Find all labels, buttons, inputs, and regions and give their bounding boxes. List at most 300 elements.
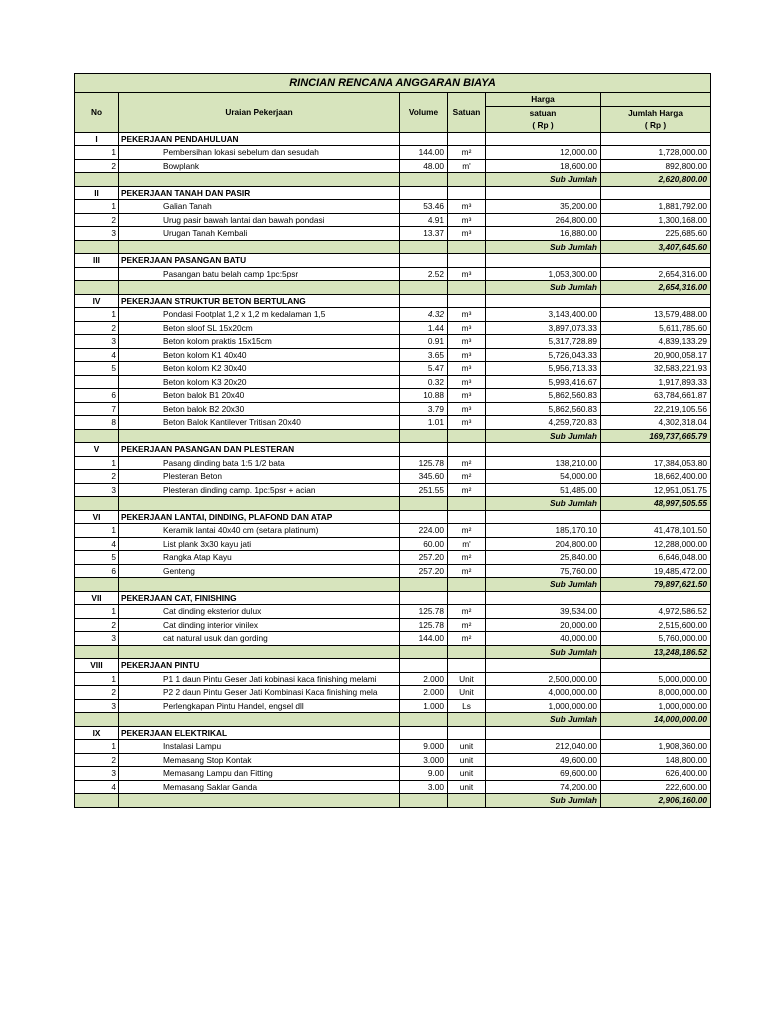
item-unit: m³ bbox=[448, 227, 486, 241]
header-no: No bbox=[75, 93, 119, 133]
item-number bbox=[75, 267, 119, 281]
item-volume: 5.47 bbox=[400, 362, 448, 376]
item-total: 4,839,133.29 bbox=[601, 335, 711, 349]
section-number: I bbox=[75, 132, 119, 146]
subtotal-row bbox=[75, 240, 711, 254]
item-volume: 0.91 bbox=[400, 335, 448, 349]
table-row bbox=[75, 672, 711, 686]
table-row bbox=[75, 321, 711, 335]
item-volume: 1.44 bbox=[400, 321, 448, 335]
table-row bbox=[75, 362, 711, 376]
item-description: Genteng bbox=[119, 564, 400, 578]
section-row bbox=[75, 254, 711, 268]
item-unit: m' bbox=[448, 159, 486, 173]
item-total: 892,800.00 bbox=[601, 159, 711, 173]
table-row bbox=[75, 699, 711, 713]
empty-cell bbox=[486, 443, 601, 457]
empty-cell bbox=[486, 254, 601, 268]
subtotal-label: Sub Jumlah bbox=[486, 645, 601, 659]
item-number: 1 bbox=[75, 605, 119, 619]
section-row bbox=[75, 132, 711, 146]
subtotal-label: Sub Jumlah bbox=[486, 578, 601, 592]
section-title: PEKERJAAN PASANGAN BATU bbox=[119, 254, 400, 268]
item-unit: m³ bbox=[448, 375, 486, 389]
item-total: 17,384,053.80 bbox=[601, 456, 711, 470]
item-unit: m² bbox=[448, 564, 486, 578]
item-unit-price: 1,000,000.00 bbox=[486, 699, 601, 713]
item-description: Perlengkapan Pintu Handel, engsel dll bbox=[119, 699, 400, 713]
section-row bbox=[75, 659, 711, 673]
empty-cell bbox=[486, 659, 601, 673]
empty-cell bbox=[486, 591, 601, 605]
item-description: Pembersihan lokasi sebelum dan sesudah bbox=[119, 146, 400, 160]
item-volume: 2.52 bbox=[400, 267, 448, 281]
item-total: 18,662,400.00 bbox=[601, 470, 711, 484]
item-number: 1 bbox=[75, 456, 119, 470]
budget-table bbox=[74, 73, 711, 808]
item-description: Plesteran dinding camp. 1pc:5psr + acian bbox=[119, 483, 400, 497]
empty-cell bbox=[448, 443, 486, 457]
item-volume: 9.000 bbox=[400, 740, 448, 754]
table-row bbox=[75, 389, 711, 403]
subtotal-value: 79,897,621.50 bbox=[601, 578, 711, 592]
item-unit-price: 39,534.00 bbox=[486, 605, 601, 619]
header-harga-rp: ( Rp ) bbox=[486, 119, 601, 132]
subtotal-row bbox=[75, 578, 711, 592]
subtotal-row bbox=[75, 173, 711, 187]
item-description: cat natural usuk dan gording bbox=[119, 632, 400, 646]
item-unit-price: 51,485.00 bbox=[486, 483, 601, 497]
empty-cell bbox=[448, 645, 486, 659]
item-unit: m³ bbox=[448, 321, 486, 335]
item-number: 1 bbox=[75, 524, 119, 538]
table-row bbox=[75, 213, 711, 227]
item-unit-price: 20,000.00 bbox=[486, 618, 601, 632]
item-unit-price: 40,000.00 bbox=[486, 632, 601, 646]
item-description: Beton kolom K3 20x20 bbox=[119, 375, 400, 389]
subtotal-value: 14,000,000.00 bbox=[601, 713, 711, 727]
item-volume: 345.60 bbox=[400, 470, 448, 484]
empty-cell bbox=[75, 429, 119, 443]
empty-cell bbox=[448, 713, 486, 727]
subtotal-label: Sub Jumlah bbox=[486, 240, 601, 254]
empty-cell bbox=[486, 726, 601, 740]
item-description: Cat dinding eksterior dulux bbox=[119, 605, 400, 619]
item-unit-price: 35,200.00 bbox=[486, 200, 601, 214]
empty-cell bbox=[601, 294, 711, 308]
table-row bbox=[75, 348, 711, 362]
item-volume: 3.00 bbox=[400, 780, 448, 794]
item-total: 1,728,000.00 bbox=[601, 146, 711, 160]
empty-cell bbox=[400, 429, 448, 443]
table-row bbox=[75, 159, 711, 173]
empty-cell bbox=[400, 510, 448, 524]
item-description: Memasang Saklar Ganda bbox=[119, 780, 400, 794]
item-unit-price: 2,500,000.00 bbox=[486, 672, 601, 686]
table-row bbox=[75, 456, 711, 470]
item-volume: 125.78 bbox=[400, 618, 448, 632]
item-unit-price: 4,259,720.83 bbox=[486, 416, 601, 430]
empty-cell bbox=[448, 578, 486, 592]
item-unit: m³ bbox=[448, 213, 486, 227]
table-row bbox=[75, 483, 711, 497]
section-title: PEKERJAAN STRUKTUR BETON BERTULANG bbox=[119, 294, 400, 308]
item-description: P2 2 daun Pintu Geser Jati Kombinasi Kaca finishing mela bbox=[119, 686, 400, 700]
section-title: PEKERJAAN PINTU bbox=[119, 659, 400, 673]
item-description: List plank 3x30 kayu jati bbox=[119, 537, 400, 551]
item-total: 32,583,221.93 bbox=[601, 362, 711, 376]
item-description: Cat dinding interior vinilex bbox=[119, 618, 400, 632]
empty-cell bbox=[448, 726, 486, 740]
item-number: 3 bbox=[75, 483, 119, 497]
item-description: Plesteran Beton bbox=[119, 470, 400, 484]
item-unit-price: 5,862,560.83 bbox=[486, 389, 601, 403]
table-row bbox=[75, 146, 711, 160]
item-volume: 3.79 bbox=[400, 402, 448, 416]
item-unit: m' bbox=[448, 537, 486, 551]
item-number: 1 bbox=[75, 200, 119, 214]
table-row bbox=[75, 605, 711, 619]
item-unit: m³ bbox=[448, 402, 486, 416]
item-number: 1 bbox=[75, 308, 119, 322]
item-total: 63,784,661.87 bbox=[601, 389, 711, 403]
empty-cell bbox=[75, 173, 119, 187]
empty-cell bbox=[400, 645, 448, 659]
section-title: PEKERJAAN PASANGAN DAN PLESTERAN bbox=[119, 443, 400, 457]
table-row bbox=[75, 200, 711, 214]
empty-cell bbox=[119, 173, 400, 187]
item-total: 1,881,792.00 bbox=[601, 200, 711, 214]
item-description: Beton kolom praktis 15x15cm bbox=[119, 335, 400, 349]
empty-cell bbox=[400, 240, 448, 254]
item-number: 5 bbox=[75, 362, 119, 376]
item-number: 2 bbox=[75, 753, 119, 767]
subtotal-row bbox=[75, 429, 711, 443]
empty-cell bbox=[486, 294, 601, 308]
header-satuan: Satuan bbox=[448, 93, 486, 133]
table-row bbox=[75, 267, 711, 281]
item-volume: 4.32 bbox=[400, 308, 448, 322]
item-volume: 2.000 bbox=[400, 672, 448, 686]
table-row bbox=[75, 308, 711, 322]
item-volume: 251.55 bbox=[400, 483, 448, 497]
item-number: 4 bbox=[75, 780, 119, 794]
item-volume: 3.000 bbox=[400, 753, 448, 767]
item-unit: unit bbox=[448, 767, 486, 781]
item-unit-price: 5,317,728.89 bbox=[486, 335, 601, 349]
empty-cell bbox=[601, 510, 711, 524]
item-unit: m³ bbox=[448, 335, 486, 349]
subtotal-label: Sub Jumlah bbox=[486, 429, 601, 443]
item-description: Beton sloof SL 15x20cm bbox=[119, 321, 400, 335]
empty-cell bbox=[601, 591, 711, 605]
item-unit-price: 1,053,300.00 bbox=[486, 267, 601, 281]
empty-cell bbox=[75, 794, 119, 808]
item-total: 222,600.00 bbox=[601, 780, 711, 794]
empty-cell bbox=[601, 659, 711, 673]
empty-cell bbox=[601, 254, 711, 268]
item-unit: m³ bbox=[448, 348, 486, 362]
table-row bbox=[75, 402, 711, 416]
item-number: 3 bbox=[75, 632, 119, 646]
item-number: 4 bbox=[75, 348, 119, 362]
item-number: 8 bbox=[75, 416, 119, 430]
subtotal-row bbox=[75, 497, 711, 511]
item-unit-price: 185,170.10 bbox=[486, 524, 601, 538]
section-row bbox=[75, 510, 711, 524]
section-title: PEKERJAAN TANAH DAN PASIR bbox=[119, 186, 400, 200]
item-unit: m² bbox=[448, 605, 486, 619]
empty-cell bbox=[448, 794, 486, 808]
empty-cell bbox=[119, 429, 400, 443]
item-total: 5,611,785.60 bbox=[601, 321, 711, 335]
item-unit: m² bbox=[448, 551, 486, 565]
item-unit: m² bbox=[448, 632, 486, 646]
item-number: 1 bbox=[75, 672, 119, 686]
table-row bbox=[75, 564, 711, 578]
item-total: 13,579,488.00 bbox=[601, 308, 711, 322]
item-number: 5 bbox=[75, 551, 119, 565]
empty-cell bbox=[400, 713, 448, 727]
section-number: IV bbox=[75, 294, 119, 308]
title-row bbox=[75, 74, 711, 93]
item-description: Memasang Stop Kontak bbox=[119, 753, 400, 767]
item-total: 5,000,000.00 bbox=[601, 672, 711, 686]
item-total: 1,000,000.00 bbox=[601, 699, 711, 713]
empty-cell bbox=[400, 254, 448, 268]
item-unit: m³ bbox=[448, 200, 486, 214]
empty-cell bbox=[119, 281, 400, 295]
empty-cell bbox=[119, 240, 400, 254]
item-number: 1 bbox=[75, 740, 119, 754]
item-volume: 257.20 bbox=[400, 551, 448, 565]
table-row bbox=[75, 335, 711, 349]
section-number: IX bbox=[75, 726, 119, 740]
item-total: 2,654,316.00 bbox=[601, 267, 711, 281]
empty-cell bbox=[400, 794, 448, 808]
empty-cell bbox=[400, 659, 448, 673]
section-number: VI bbox=[75, 510, 119, 524]
item-unit-price: 69,600.00 bbox=[486, 767, 601, 781]
item-number: 2 bbox=[75, 321, 119, 335]
header-uraian: Uraian Pekerjaan bbox=[119, 93, 400, 133]
item-unit-price: 5,726,043.33 bbox=[486, 348, 601, 362]
empty-cell bbox=[400, 281, 448, 295]
empty-cell bbox=[448, 186, 486, 200]
item-volume: 60.00 bbox=[400, 537, 448, 551]
item-description: Pondasi Footplat 1,2 x 1,2 m kedalaman 1,5 bbox=[119, 308, 400, 322]
subtotal-value: 13,248,186.52 bbox=[601, 645, 711, 659]
item-unit: unit bbox=[448, 740, 486, 754]
empty-cell bbox=[119, 578, 400, 592]
item-unit: m² bbox=[448, 524, 486, 538]
empty-cell bbox=[448, 591, 486, 605]
empty-cell bbox=[601, 132, 711, 146]
item-number: 7 bbox=[75, 402, 119, 416]
empty-cell bbox=[119, 645, 400, 659]
item-total: 20,900,058.17 bbox=[601, 348, 711, 362]
subtotal-label: Sub Jumlah bbox=[486, 173, 601, 187]
empty-cell bbox=[75, 645, 119, 659]
item-unit-price: 75,760.00 bbox=[486, 564, 601, 578]
item-number: 6 bbox=[75, 389, 119, 403]
section-title: PEKERJAAN PENDAHULUAN bbox=[119, 132, 400, 146]
empty-cell bbox=[601, 443, 711, 457]
budget-sheet bbox=[74, 73, 710, 808]
item-description: Pasang dinding bata 1:5 1/2 bata bbox=[119, 456, 400, 470]
empty-cell bbox=[486, 132, 601, 146]
item-unit: m³ bbox=[448, 308, 486, 322]
item-total: 6,646,048.00 bbox=[601, 551, 711, 565]
subtotal-row bbox=[75, 645, 711, 659]
item-description: Memasang Lampu dan Fitting bbox=[119, 767, 400, 781]
item-unit: m³ bbox=[448, 362, 486, 376]
item-unit: unit bbox=[448, 780, 486, 794]
item-volume: 144.00 bbox=[400, 632, 448, 646]
item-unit-price: 54,000.00 bbox=[486, 470, 601, 484]
item-unit: Unit bbox=[448, 672, 486, 686]
empty-cell bbox=[400, 186, 448, 200]
empty-cell bbox=[400, 578, 448, 592]
item-total: 8,000,000.00 bbox=[601, 686, 711, 700]
item-volume: 13.37 bbox=[400, 227, 448, 241]
empty-cell bbox=[400, 497, 448, 511]
table-row bbox=[75, 416, 711, 430]
table-row bbox=[75, 375, 711, 389]
section-title: PEKERJAAN CAT, FINISHING bbox=[119, 591, 400, 605]
table-row bbox=[75, 524, 711, 538]
item-unit-price: 74,200.00 bbox=[486, 780, 601, 794]
empty-cell bbox=[601, 726, 711, 740]
subtotal-value: 2,906,160.00 bbox=[601, 794, 711, 808]
section-number: VIII bbox=[75, 659, 119, 673]
item-unit-price: 25,840.00 bbox=[486, 551, 601, 565]
item-volume: 1.01 bbox=[400, 416, 448, 430]
header-jumlah-blank bbox=[601, 93, 711, 107]
item-number: 3 bbox=[75, 335, 119, 349]
item-number: 4 bbox=[75, 537, 119, 551]
table-row bbox=[75, 537, 711, 551]
subtotal-label: Sub Jumlah bbox=[486, 794, 601, 808]
item-unit-price: 212,040.00 bbox=[486, 740, 601, 754]
item-unit: m³ bbox=[448, 267, 486, 281]
empty-cell bbox=[75, 497, 119, 511]
item-description: Beton Balok Kantilever Tritisan 20x40 bbox=[119, 416, 400, 430]
table-row bbox=[75, 632, 711, 646]
table-row bbox=[75, 740, 711, 754]
item-unit: m² bbox=[448, 146, 486, 160]
empty-cell bbox=[448, 173, 486, 187]
item-total: 148,800.00 bbox=[601, 753, 711, 767]
item-volume: 144.00 bbox=[400, 146, 448, 160]
empty-cell bbox=[400, 173, 448, 187]
subtotal-row bbox=[75, 713, 711, 727]
item-unit-price: 204,800.00 bbox=[486, 537, 601, 551]
item-number: 2 bbox=[75, 159, 119, 173]
item-unit-price: 4,000,000.00 bbox=[486, 686, 601, 700]
item-unit-price: 18,600.00 bbox=[486, 159, 601, 173]
section-title: PEKERJAAN LANTAI, DINDING, PLAFOND DAN ATAP bbox=[119, 510, 400, 524]
item-volume: 10.88 bbox=[400, 389, 448, 403]
empty-cell bbox=[400, 591, 448, 605]
empty-cell bbox=[400, 132, 448, 146]
table-row bbox=[75, 767, 711, 781]
item-description: Beton balok B2 20x30 bbox=[119, 402, 400, 416]
item-total: 4,972,586.52 bbox=[601, 605, 711, 619]
table-title: RINCIAN RENCANA ANGGARAN BIAYA bbox=[75, 74, 711, 93]
item-number: 6 bbox=[75, 564, 119, 578]
item-unit-price: 264,800.00 bbox=[486, 213, 601, 227]
empty-cell bbox=[448, 254, 486, 268]
item-total: 41,478,101.50 bbox=[601, 524, 711, 538]
item-total: 1,917,893.33 bbox=[601, 375, 711, 389]
item-description: Pasangan batu belah camp 1pc:5psr bbox=[119, 267, 400, 281]
subtotal-row bbox=[75, 794, 711, 808]
empty-cell bbox=[486, 186, 601, 200]
item-description: Keramik lantai 40x40 cm (setara platinum) bbox=[119, 524, 400, 538]
empty-cell bbox=[448, 659, 486, 673]
item-description: Urugan Tanah Kembali bbox=[119, 227, 400, 241]
item-description: Beton kolom K1 40x40 bbox=[119, 348, 400, 362]
item-unit: m² bbox=[448, 618, 486, 632]
item-description: P1 1 daun Pintu Geser Jati kobinasi kaca finishing melami bbox=[119, 672, 400, 686]
empty-cell bbox=[448, 294, 486, 308]
section-number: III bbox=[75, 254, 119, 268]
section-row bbox=[75, 294, 711, 308]
subtotal-value: 169,737,665.79 bbox=[601, 429, 711, 443]
item-volume: 3.65 bbox=[400, 348, 448, 362]
empty-cell bbox=[75, 281, 119, 295]
item-number: 1 bbox=[75, 146, 119, 160]
item-unit-price: 3,897,073.33 bbox=[486, 321, 601, 335]
section-row bbox=[75, 726, 711, 740]
header-jumlah-rp: ( Rp ) bbox=[601, 119, 711, 132]
item-number: 2 bbox=[75, 213, 119, 227]
item-description: Instalasi Lampu bbox=[119, 740, 400, 754]
section-row bbox=[75, 186, 711, 200]
item-number: 2 bbox=[75, 686, 119, 700]
empty-cell bbox=[448, 510, 486, 524]
item-number bbox=[75, 375, 119, 389]
empty-cell bbox=[119, 794, 400, 808]
empty-cell bbox=[119, 713, 400, 727]
item-number: 3 bbox=[75, 227, 119, 241]
item-unit: m² bbox=[448, 470, 486, 484]
table-row bbox=[75, 686, 711, 700]
table-row bbox=[75, 470, 711, 484]
empty-cell bbox=[601, 186, 711, 200]
empty-cell bbox=[119, 497, 400, 511]
item-description: Galian Tanah bbox=[119, 200, 400, 214]
section-title: PEKERJAAN ELEKTRIKAL bbox=[119, 726, 400, 740]
table-row bbox=[75, 227, 711, 241]
item-unit: unit bbox=[448, 753, 486, 767]
item-volume: 125.78 bbox=[400, 456, 448, 470]
header-volume: Volume bbox=[400, 93, 448, 133]
subtotal-value: 48,997,505.55 bbox=[601, 497, 711, 511]
subtotal-label: Sub Jumlah bbox=[486, 497, 601, 511]
empty-cell bbox=[400, 294, 448, 308]
section-row bbox=[75, 443, 711, 457]
section-number: V bbox=[75, 443, 119, 457]
item-number: 3 bbox=[75, 699, 119, 713]
item-unit: m² bbox=[448, 456, 486, 470]
item-unit-price: 5,956,713.33 bbox=[486, 362, 601, 376]
empty-cell bbox=[448, 132, 486, 146]
section-number: VII bbox=[75, 591, 119, 605]
item-unit-price: 5,862,560.83 bbox=[486, 402, 601, 416]
empty-cell bbox=[486, 510, 601, 524]
